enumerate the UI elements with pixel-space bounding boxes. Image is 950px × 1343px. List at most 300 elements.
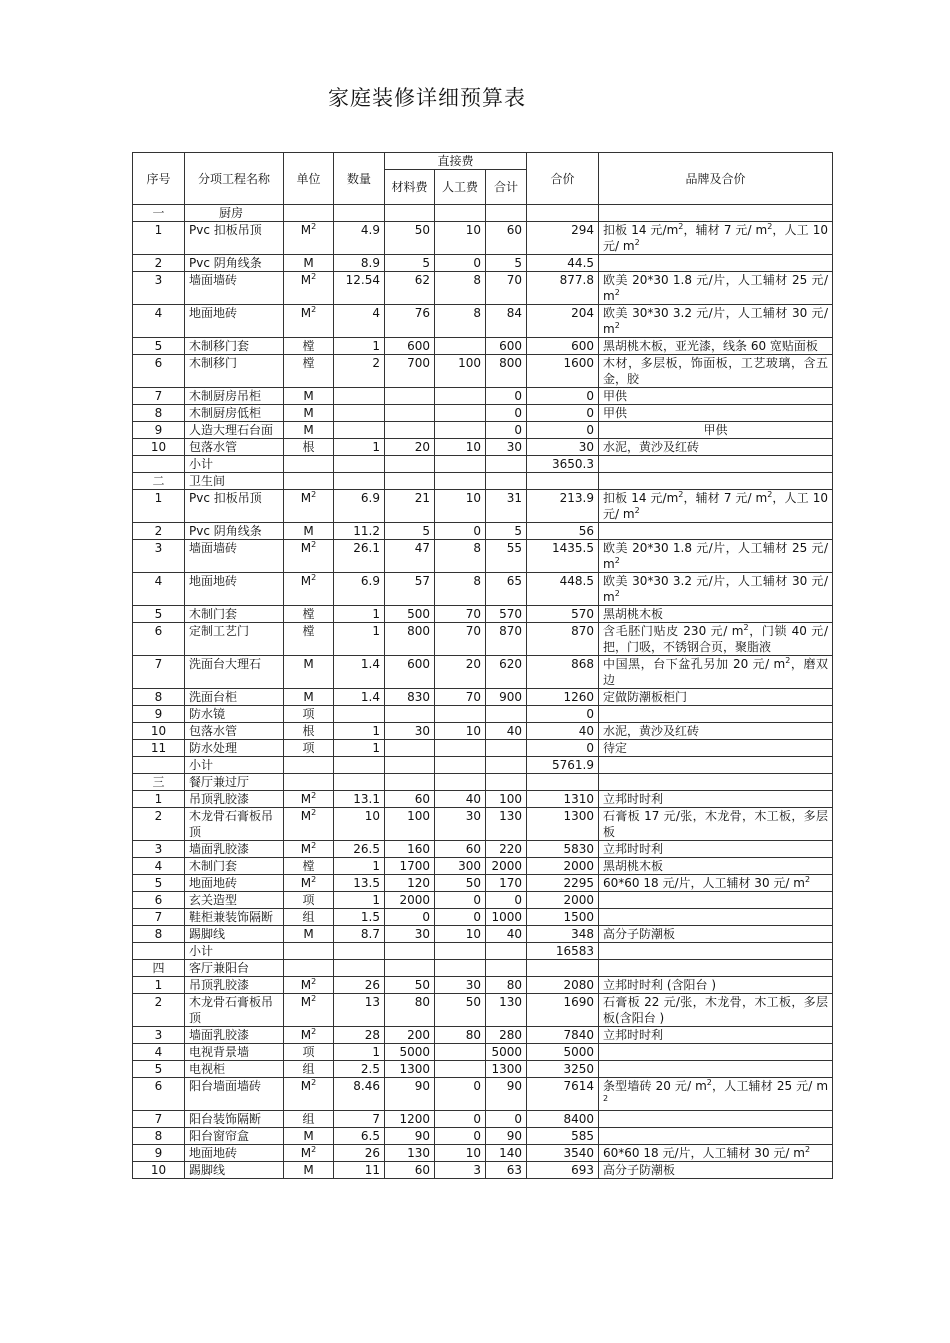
- row-subtotal: 60: [486, 222, 527, 255]
- row-subtotal: 620: [486, 656, 527, 689]
- row-quantity: [334, 757, 385, 774]
- row-labor: [435, 960, 486, 977]
- table-row: [133, 623, 833, 656]
- row-item-name: 吊顶乳胶漆: [185, 791, 284, 808]
- row-item-name: 踢脚线: [185, 1162, 284, 1179]
- row-brand: 中国黑，台下盆孔另加 20 元/ $m^2$，磨双边: [599, 656, 833, 689]
- row-labor: 80: [435, 1027, 486, 1044]
- section-row: [133, 774, 833, 791]
- row-unit: $M^2$: [284, 1027, 334, 1044]
- row-quantity: 1: [334, 723, 385, 740]
- row-quantity: 13.1: [334, 791, 385, 808]
- row-item-name: 小计: [185, 757, 284, 774]
- row-labor: 40: [435, 791, 486, 808]
- row-material: [385, 405, 435, 422]
- row-seq: 2: [133, 255, 185, 272]
- row-labor: 70: [435, 623, 486, 656]
- row-labor: 60: [435, 841, 486, 858]
- row-unit: $M^2$: [284, 841, 334, 858]
- row-material: 21: [385, 490, 435, 523]
- row-seq: 4: [133, 305, 185, 338]
- row-item-name: 吊顶乳胶漆: [185, 977, 284, 994]
- table-row: [133, 606, 833, 623]
- row-item-name: 阳台窗帘盒: [185, 1128, 284, 1145]
- row-material: [385, 205, 435, 222]
- row-labor: 8: [435, 272, 486, 305]
- row-subtotal: 220: [486, 841, 527, 858]
- table-row: [133, 977, 833, 994]
- row-seq: 10: [133, 723, 185, 740]
- row-brand: 水泥，黄沙及红砖: [599, 439, 833, 456]
- row-material: 120: [385, 875, 435, 892]
- row-unit: $M^2$: [284, 808, 334, 841]
- row-subtotal: 900: [486, 689, 527, 706]
- row-total: 585: [527, 1128, 599, 1145]
- row-subtotal: 5000: [486, 1044, 527, 1061]
- table-row: [133, 1111, 833, 1128]
- row-seq: 5: [133, 1061, 185, 1078]
- row-brand: [599, 774, 833, 791]
- row-unit: $M^2$: [284, 222, 334, 255]
- row-material: 60: [385, 791, 435, 808]
- row-labor: 20: [435, 656, 486, 689]
- row-brand: [599, 255, 833, 272]
- table-row: [133, 388, 833, 405]
- row-brand: 条型墙砖 20 元/ $m^2$，人工辅材 25 元/ $m^2$: [599, 1078, 833, 1111]
- row-material: [385, 960, 435, 977]
- row-item-name: 地面地砖: [185, 573, 284, 606]
- row-seq: 8: [133, 689, 185, 706]
- row-subtotal: 140: [486, 1145, 527, 1162]
- row-item-name: 防水镜: [185, 706, 284, 723]
- section-row: [133, 960, 833, 977]
- row-brand: [599, 943, 833, 960]
- table-row: [133, 338, 833, 355]
- section-row: [133, 205, 833, 222]
- row-material: [385, 706, 435, 723]
- row-material: 5000: [385, 1044, 435, 1061]
- row-total: [527, 960, 599, 977]
- row-labor: [435, 774, 486, 791]
- row-total: 0: [527, 706, 599, 723]
- row-labor: [435, 456, 486, 473]
- row-brand: [599, 523, 833, 540]
- row-quantity: 13.5: [334, 875, 385, 892]
- row-brand: 扣板 14 元$/m^2$，辅材 7 元/ $m^2$，人工 10 元/ $m^2$: [599, 222, 833, 255]
- row-seq: 10: [133, 1162, 185, 1179]
- row-subtotal: 30: [486, 439, 527, 456]
- table-row: [133, 1061, 833, 1078]
- row-total: 7614: [527, 1078, 599, 1111]
- row-subtotal: 40: [486, 926, 527, 943]
- table-row: [133, 1128, 833, 1145]
- row-subtotal: 0: [486, 892, 527, 909]
- row-subtotal: 5: [486, 255, 527, 272]
- row-quantity: 1: [334, 892, 385, 909]
- row-brand: [599, 1061, 833, 1078]
- row-quantity: 1: [334, 439, 385, 456]
- row-subtotal: 870: [486, 623, 527, 656]
- row-brand: [599, 205, 833, 222]
- row-total: 1310: [527, 791, 599, 808]
- table-row: [133, 573, 833, 606]
- row-unit: M: [284, 1162, 334, 1179]
- row-brand: 扣板 14 元$/m^2$，辅材 7 元/ $m^2$，人工 10 元/ $m^2$: [599, 490, 833, 523]
- row-unit: 组: [284, 909, 334, 926]
- table-row: [133, 1145, 833, 1162]
- row-subtotal: 600: [486, 338, 527, 355]
- row-subtotal: [486, 943, 527, 960]
- row-unit: $M^2$: [284, 994, 334, 1027]
- row-total: 0: [527, 405, 599, 422]
- table-row: [133, 909, 833, 926]
- row-subtotal: [486, 960, 527, 977]
- row-labor: 50: [435, 994, 486, 1027]
- row-quantity: 8.46: [334, 1078, 385, 1111]
- table-row: [133, 439, 833, 456]
- table-row: [133, 222, 833, 255]
- table-row: [133, 740, 833, 757]
- row-brand: 欧美 30*30 3.2 元/片，人工辅材 30 元/ $m^2$: [599, 573, 833, 606]
- row-seq: 8: [133, 405, 185, 422]
- row-labor: 10: [435, 490, 486, 523]
- row-brand: 立邦时时利: [599, 791, 833, 808]
- row-brand: [599, 892, 833, 909]
- row-brand: [599, 1111, 833, 1128]
- row-seq: 一: [133, 205, 185, 222]
- row-subtotal: [486, 757, 527, 774]
- row-labor: 10: [435, 439, 486, 456]
- row-total: 5000: [527, 1044, 599, 1061]
- row-labor: [435, 205, 486, 222]
- row-total: [527, 473, 599, 490]
- row-item-name: 包落水管: [185, 723, 284, 740]
- header-labor: 人工费: [435, 170, 486, 205]
- row-quantity: 1: [334, 740, 385, 757]
- row-seq: 5: [133, 606, 185, 623]
- row-material: 0: [385, 909, 435, 926]
- row-brand: 待定: [599, 740, 833, 757]
- row-quantity: [334, 943, 385, 960]
- row-subtotal: 800: [486, 355, 527, 388]
- row-brand: [599, 909, 833, 926]
- row-item-name: 木龙骨石膏板吊顶: [185, 808, 284, 841]
- row-material: 700: [385, 355, 435, 388]
- row-item-name: 洗面台柜: [185, 689, 284, 706]
- row-unit: 组: [284, 1061, 334, 1078]
- row-material: 5: [385, 523, 435, 540]
- row-item-name: 小计: [185, 456, 284, 473]
- budget-table: [132, 152, 833, 1179]
- header-seq: 序号: [133, 153, 185, 205]
- row-unit: $M^2$: [284, 490, 334, 523]
- row-subtotal: 170: [486, 875, 527, 892]
- row-brand: 高分子防潮板: [599, 926, 833, 943]
- row-material: 200: [385, 1027, 435, 1044]
- row-labor: 30: [435, 977, 486, 994]
- row-item-name: 小计: [185, 943, 284, 960]
- row-item-name: 地面地砖: [185, 1145, 284, 1162]
- row-total: 8400: [527, 1111, 599, 1128]
- row-quantity: [334, 422, 385, 439]
- row-labor: [435, 757, 486, 774]
- row-material: 600: [385, 656, 435, 689]
- row-subtotal: [486, 740, 527, 757]
- row-seq: 3: [133, 540, 185, 573]
- row-brand: [599, 960, 833, 977]
- row-brand: 高分子防潮板: [599, 1162, 833, 1179]
- row-quantity: 4.9: [334, 222, 385, 255]
- table-row: [133, 255, 833, 272]
- row-labor: 50: [435, 875, 486, 892]
- row-total: 2000: [527, 858, 599, 875]
- row-seq: 6: [133, 1078, 185, 1111]
- row-material: 47: [385, 540, 435, 573]
- row-labor: 100: [435, 355, 486, 388]
- header-total: 合价: [527, 153, 599, 205]
- row-item-name: 电视背景墙: [185, 1044, 284, 1061]
- row-unit: 根: [284, 439, 334, 456]
- row-seq: 10: [133, 439, 185, 456]
- row-item-name: 玄关造型: [185, 892, 284, 909]
- row-subtotal: 0: [486, 1111, 527, 1128]
- row-total: 600: [527, 338, 599, 355]
- table-row: [133, 858, 833, 875]
- table-row: [133, 1078, 833, 1111]
- row-quantity: 8.7: [334, 926, 385, 943]
- row-unit: $M^2$: [284, 272, 334, 305]
- row-quantity: 1: [334, 1044, 385, 1061]
- row-seq: 8: [133, 926, 185, 943]
- row-seq: 1: [133, 490, 185, 523]
- row-seq: 7: [133, 656, 185, 689]
- row-seq: 7: [133, 909, 185, 926]
- row-seq: 1: [133, 791, 185, 808]
- row-labor: 70: [435, 689, 486, 706]
- row-subtotal: 80: [486, 977, 527, 994]
- row-material: 20: [385, 439, 435, 456]
- row-brand: 立邦时时利: [599, 1027, 833, 1044]
- row-item-name: 木制移门套: [185, 338, 284, 355]
- row-brand: [599, 1044, 833, 1061]
- row-item-name: 包落水管: [185, 439, 284, 456]
- row-item-name: 阳台装饰隔断: [185, 1111, 284, 1128]
- row-seq: 4: [133, 858, 185, 875]
- row-total: 7840: [527, 1027, 599, 1044]
- table-row: [133, 422, 833, 439]
- row-unit: M: [284, 255, 334, 272]
- row-material: 76: [385, 305, 435, 338]
- row-material: 57: [385, 573, 435, 606]
- row-item-name: 木制门套: [185, 606, 284, 623]
- row-seq: 7: [133, 1111, 185, 1128]
- row-unit: 樘: [284, 623, 334, 656]
- row-labor: [435, 1061, 486, 1078]
- row-brand: 黑胡桃木板: [599, 606, 833, 623]
- row-labor: 3: [435, 1162, 486, 1179]
- row-quantity: 13: [334, 994, 385, 1027]
- row-material: 130: [385, 1145, 435, 1162]
- row-material: 80: [385, 994, 435, 1027]
- row-seq: 二: [133, 473, 185, 490]
- row-labor: 0: [435, 909, 486, 926]
- row-quantity: 26.5: [334, 841, 385, 858]
- row-labor: [435, 388, 486, 405]
- row-item-name: 木制厨房吊柜: [185, 388, 284, 405]
- row-seq: 5: [133, 875, 185, 892]
- table-row: [133, 723, 833, 740]
- row-item-name: 墙面乳胶漆: [185, 1027, 284, 1044]
- row-labor: [435, 405, 486, 422]
- row-brand: 黑胡桃木板，亚光漆，线条 60 宽贴面板: [599, 338, 833, 355]
- row-total: 5761.9: [527, 757, 599, 774]
- row-total: 204: [527, 305, 599, 338]
- row-brand: 水泥，黄沙及红砖: [599, 723, 833, 740]
- row-item-name: 墙面墙砖: [185, 272, 284, 305]
- row-subtotal: 2000: [486, 858, 527, 875]
- row-labor: 300: [435, 858, 486, 875]
- row-total: 448.5: [527, 573, 599, 606]
- row-quantity: 1: [334, 606, 385, 623]
- table-row: [133, 355, 833, 388]
- row-labor: [435, 422, 486, 439]
- row-item-name: 墙面墙砖: [185, 540, 284, 573]
- header-material: 材料费: [385, 170, 435, 205]
- row-material: 90: [385, 1128, 435, 1145]
- row-unit: [284, 757, 334, 774]
- row-seq: 2: [133, 994, 185, 1027]
- row-total: 44.5: [527, 255, 599, 272]
- row-item-name: Pvc 扣板吊顶: [185, 222, 284, 255]
- budget-body: [133, 205, 833, 1179]
- row-unit: 项: [284, 892, 334, 909]
- row-item-name: 木制厨房低柜: [185, 405, 284, 422]
- row-material: [385, 740, 435, 757]
- row-total: 5830: [527, 841, 599, 858]
- row-item-name: 电视柜: [185, 1061, 284, 1078]
- row-total: 877.8: [527, 272, 599, 305]
- row-total: 0: [527, 740, 599, 757]
- row-labor: 0: [435, 1078, 486, 1111]
- row-subtotal: 100: [486, 791, 527, 808]
- row-unit: $M^2$: [284, 791, 334, 808]
- table-row: [133, 994, 833, 1027]
- row-brand: [599, 706, 833, 723]
- row-total: 693: [527, 1162, 599, 1179]
- row-quantity: 1.5: [334, 909, 385, 926]
- row-brand: 欧美 30*30 3.2 元/片，人工辅材 30 元/ $m^2$: [599, 305, 833, 338]
- row-seq: 4: [133, 573, 185, 606]
- row-material: 90: [385, 1078, 435, 1111]
- row-brand: 立邦时时利 (含阳台 ): [599, 977, 833, 994]
- row-seq: 三: [133, 774, 185, 791]
- row-subtotal: [486, 706, 527, 723]
- row-quantity: 1: [334, 858, 385, 875]
- row-quantity: [334, 706, 385, 723]
- row-total: 3540: [527, 1145, 599, 1162]
- row-quantity: 6.5: [334, 1128, 385, 1145]
- row-labor: [435, 1044, 486, 1061]
- row-quantity: [334, 205, 385, 222]
- header-direct-cost: 直接费: [385, 153, 527, 170]
- row-seq: 2: [133, 523, 185, 540]
- row-seq: 7: [133, 388, 185, 405]
- table-row: [133, 841, 833, 858]
- row-total: 2295: [527, 875, 599, 892]
- table-row: [133, 808, 833, 841]
- row-material: 60: [385, 1162, 435, 1179]
- row-item-name: 踢脚线: [185, 926, 284, 943]
- row-subtotal: 1300: [486, 1061, 527, 1078]
- row-seq: 2: [133, 808, 185, 841]
- row-material: 600: [385, 338, 435, 355]
- table-row: [133, 875, 833, 892]
- row-labor: [435, 338, 486, 355]
- row-unit: $M^2$: [284, 1145, 334, 1162]
- row-total: 868: [527, 656, 599, 689]
- row-quantity: 1.4: [334, 656, 385, 689]
- row-item-name: Pvc 阴角线条: [185, 255, 284, 272]
- table-row: [133, 540, 833, 573]
- row-material: 5: [385, 255, 435, 272]
- row-unit: [284, 943, 334, 960]
- row-subtotal: [486, 205, 527, 222]
- row-brand: [599, 473, 833, 490]
- row-unit: $M^2$: [284, 573, 334, 606]
- row-subtotal: 0: [486, 405, 527, 422]
- row-seq: 3: [133, 1027, 185, 1044]
- row-material: [385, 388, 435, 405]
- table-row: [133, 490, 833, 523]
- row-brand: 立邦时时利: [599, 841, 833, 858]
- row-total: [527, 774, 599, 791]
- row-labor: 0: [435, 523, 486, 540]
- row-labor: 0: [435, 255, 486, 272]
- row-material: 160: [385, 841, 435, 858]
- row-seq: 5: [133, 338, 185, 355]
- row-seq: 6: [133, 623, 185, 656]
- subtotal-row: [133, 456, 833, 473]
- row-material: [385, 774, 435, 791]
- row-labor: 10: [435, 1145, 486, 1162]
- row-subtotal: 40: [486, 723, 527, 740]
- row-brand: 60*60 18 元/片，人工辅材 30 元/ $m^2$: [599, 1145, 833, 1162]
- row-unit: M: [284, 656, 334, 689]
- row-labor: 70: [435, 606, 486, 623]
- row-quantity: 1.4: [334, 689, 385, 706]
- row-material: [385, 473, 435, 490]
- row-item-name: 厨房: [185, 205, 284, 222]
- row-item-name: 防水处理: [185, 740, 284, 757]
- row-subtotal: 280: [486, 1027, 527, 1044]
- row-item-name: 地面地砖: [185, 305, 284, 338]
- row-material: 1200: [385, 1111, 435, 1128]
- row-seq: 3: [133, 841, 185, 858]
- row-quantity: 26.1: [334, 540, 385, 573]
- row-total: [527, 205, 599, 222]
- row-labor: 30: [435, 808, 486, 841]
- row-brand: 60*60 18 元/片，人工辅材 30 元/ $m^2$: [599, 875, 833, 892]
- row-brand: 木材，多层板，饰面板，工艺玻璃，含五金，胶: [599, 355, 833, 388]
- row-unit: $M^2$: [284, 540, 334, 573]
- row-quantity: 12.54: [334, 272, 385, 305]
- row-brand: 欧美 20*30 1.8 元/片，人工辅材 25 元/ $m^2$: [599, 540, 833, 573]
- row-labor: 10: [435, 222, 486, 255]
- row-brand: 含毛胚门贴皮 230 元/ $m^2$，门锁 40 元/把，门吸，不锈钢合页，聚脂液: [599, 623, 833, 656]
- row-quantity: 6.9: [334, 490, 385, 523]
- row-quantity: 2: [334, 355, 385, 388]
- row-seq: [133, 456, 185, 473]
